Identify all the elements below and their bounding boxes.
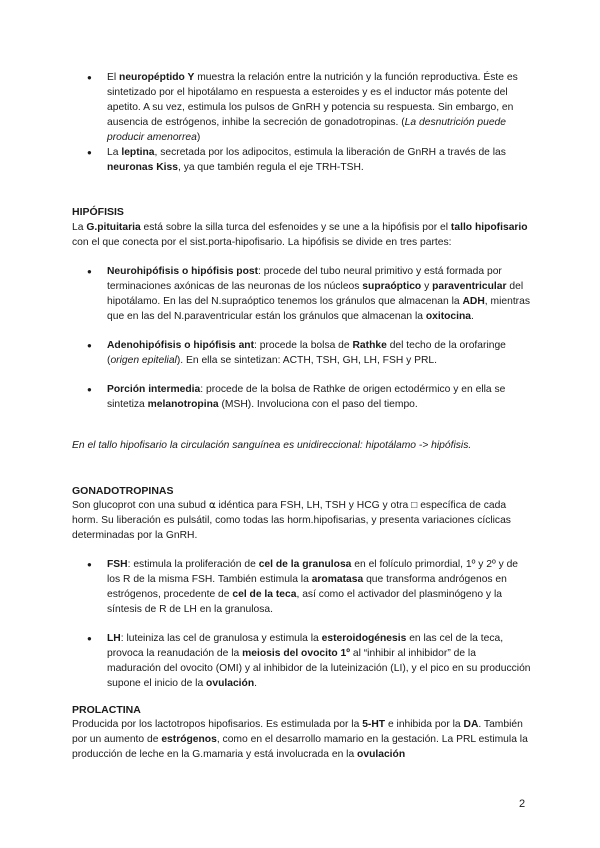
bold-term: Rathke bbox=[352, 340, 387, 351]
bold-term: estrógenos bbox=[161, 734, 217, 745]
text-run: : estimula la proliferación de bbox=[127, 559, 259, 570]
text-run: . También por un aumento de bbox=[72, 719, 523, 745]
list-item bbox=[107, 145, 532, 175]
text-run: La bbox=[72, 222, 87, 233]
text-run: en el folículo primordial, 1º y 2º y de los R de la misma FSH. También estimula la bbox=[107, 559, 519, 585]
text-run: : procede de la bolsa de Rathke de origen ectodérmico y en ella se sintetiza bbox=[107, 384, 506, 410]
text-run: ) bbox=[196, 132, 201, 143]
bold-term: FSH bbox=[107, 559, 128, 570]
prolactina-body bbox=[72, 717, 532, 762]
page-number: 2 bbox=[519, 798, 526, 810]
bold-term: Porción intermedia bbox=[107, 384, 201, 395]
bold-term: DA bbox=[463, 719, 479, 730]
text-run: , mientras que en las del N.paraventricular están los gránulos que almacenan la bbox=[107, 296, 530, 322]
list-item bbox=[107, 70, 532, 145]
bold-term: tallo hipofisario bbox=[450, 222, 528, 233]
text-run: que transforma andrógenos en estrógenos, procedente de bbox=[107, 574, 507, 600]
text-run: al “inhibir al inhibidor” de la maduración del ovocito (OMI) y al inhibidor de la luteinización (LI), y el pico en su producción supone el inicio de la bbox=[107, 648, 531, 689]
bold-term: meiosis del ovocito 1º bbox=[242, 648, 351, 659]
bold-term: paraventricular bbox=[432, 281, 507, 292]
text-run: . bbox=[254, 678, 257, 689]
text-run: : procede del tubo neural primitivo y está formada por terminaciones axónicas de las neuronas de los núcleos bbox=[107, 266, 502, 292]
bold-term: neuronas Kiss bbox=[107, 162, 178, 173]
bold-term: supraóptico bbox=[362, 281, 422, 292]
bold-term: oxitocina bbox=[425, 311, 472, 322]
text-run: La bbox=[107, 147, 122, 158]
bold-term: cel de la teca bbox=[232, 589, 297, 600]
bold-term: LH bbox=[107, 633, 121, 644]
text-run: (MSH). Involuciona con el paso del tiempo. bbox=[218, 399, 418, 410]
text-run: Producida por los lactotropos hipofisarios. Es estimulada por la bbox=[72, 719, 363, 730]
gonadotropinas-bullet-list bbox=[107, 557, 532, 691]
italic-text: origen epitelial bbox=[110, 355, 177, 366]
bold-term: 5-HT bbox=[362, 719, 386, 730]
list-item bbox=[107, 631, 532, 691]
text-run: , así como el activador del plasminógeno y la síntesis de R de LH en la granulosa. bbox=[107, 589, 502, 615]
text-run: e inhibida por la bbox=[385, 719, 464, 730]
intro-bullet-list bbox=[107, 70, 532, 175]
text-run: y bbox=[421, 281, 433, 292]
bold-term: leptina bbox=[121, 147, 155, 158]
bold-term: esteroidogénesis bbox=[321, 633, 407, 644]
text-run: ). En ella se sintetizan: ACTH, TSH, GH, LH, FSH y PRL. bbox=[176, 355, 438, 366]
text-run: , ya que también regula el eje TRH-TSH. bbox=[177, 162, 364, 173]
text-run: con el que conecta por el sist.porta-hipofisario. La hipófisis se divide en tres partes: bbox=[72, 237, 452, 248]
italic-text: La desnutrición puede producir amenorrea bbox=[107, 117, 507, 143]
bold-term: ovulación bbox=[357, 749, 406, 760]
text-run: está sobre la silla turca del esfenoides y se une a la hipófisis por el bbox=[140, 222, 451, 233]
bold-term: Neurohipófisis o hipófisis post bbox=[107, 266, 259, 277]
text-run: , secretada por los adipocitos, estimula la liberación de GnRH a través de las bbox=[154, 147, 506, 158]
gonadotropinas-intro: Son glucoprot con una subud ⍺ idéntica para FSH, LH, TSH y HCG y otra □ específica de cada horm. Su liberación es pulsátil, como todas las horm.hipofisarias, y presenta variaciones cíclicas determinadas por la GnRH. bbox=[72, 500, 511, 541]
hipofisis-bullet-list bbox=[107, 264, 532, 412]
text-run: El bbox=[107, 72, 120, 83]
list-item bbox=[107, 557, 532, 617]
list-item bbox=[107, 264, 532, 324]
text-run: : procede la bolsa de bbox=[254, 340, 353, 351]
text-run: . bbox=[471, 311, 474, 322]
section-heading-hipofisis: HIPÓFISIS bbox=[72, 206, 124, 218]
section-heading-gonadotropinas: GONADOTROPINAS bbox=[72, 485, 174, 497]
bold-term: Adenohipófisis o hipófisis ant bbox=[107, 340, 255, 351]
bold-term: neuropéptido Y bbox=[119, 72, 195, 83]
text-run: muestra la relación entre la nutrición y la función reproductiva. Éste es sintetizado por el hipotálamo en respuesta a esteroides y es el inductor más potente del apetito. A su vez, estimula los pulsos de GnRH y potencia su respuesta. Sin embargo, en ausencia de estrógenos, inhibe la secreción de gonadotropinas. ( bbox=[107, 72, 518, 128]
text-run: : luteiniza las cel de granulosa y estimula la bbox=[120, 633, 322, 644]
hipofisis-note: En el tallo hipofisario la circulación sanguínea es unidireccional: hipotálamo -> hipófisis. bbox=[72, 440, 472, 451]
bold-term: cel de la granulosa bbox=[258, 559, 352, 570]
list-item bbox=[107, 338, 532, 368]
bold-term: ADH bbox=[462, 296, 485, 307]
text-run: en las cel de la teca, provoca la reanudación de la bbox=[107, 633, 504, 659]
bold-term: melanotropina bbox=[147, 399, 219, 410]
text-run: del hipotálamo. En las del N.supraóptico tenemos los gránulos que almacenan la bbox=[107, 281, 524, 307]
bold-term: G.pituitaria bbox=[86, 222, 141, 233]
list-item bbox=[107, 382, 532, 412]
bold-term: ovulación bbox=[206, 678, 255, 689]
section-heading-prolactina: PROLACTINA bbox=[72, 704, 141, 716]
text-run: del techo de la orofaringe ( bbox=[107, 340, 506, 366]
bold-term: aromatasa bbox=[311, 574, 364, 585]
text-run: , como en el desarrollo mamario en la gestación. La PRL estimula la producción de leche en la G.mamaria y está involucrada en la bbox=[72, 734, 528, 760]
hipofisis-intro bbox=[72, 220, 532, 250]
